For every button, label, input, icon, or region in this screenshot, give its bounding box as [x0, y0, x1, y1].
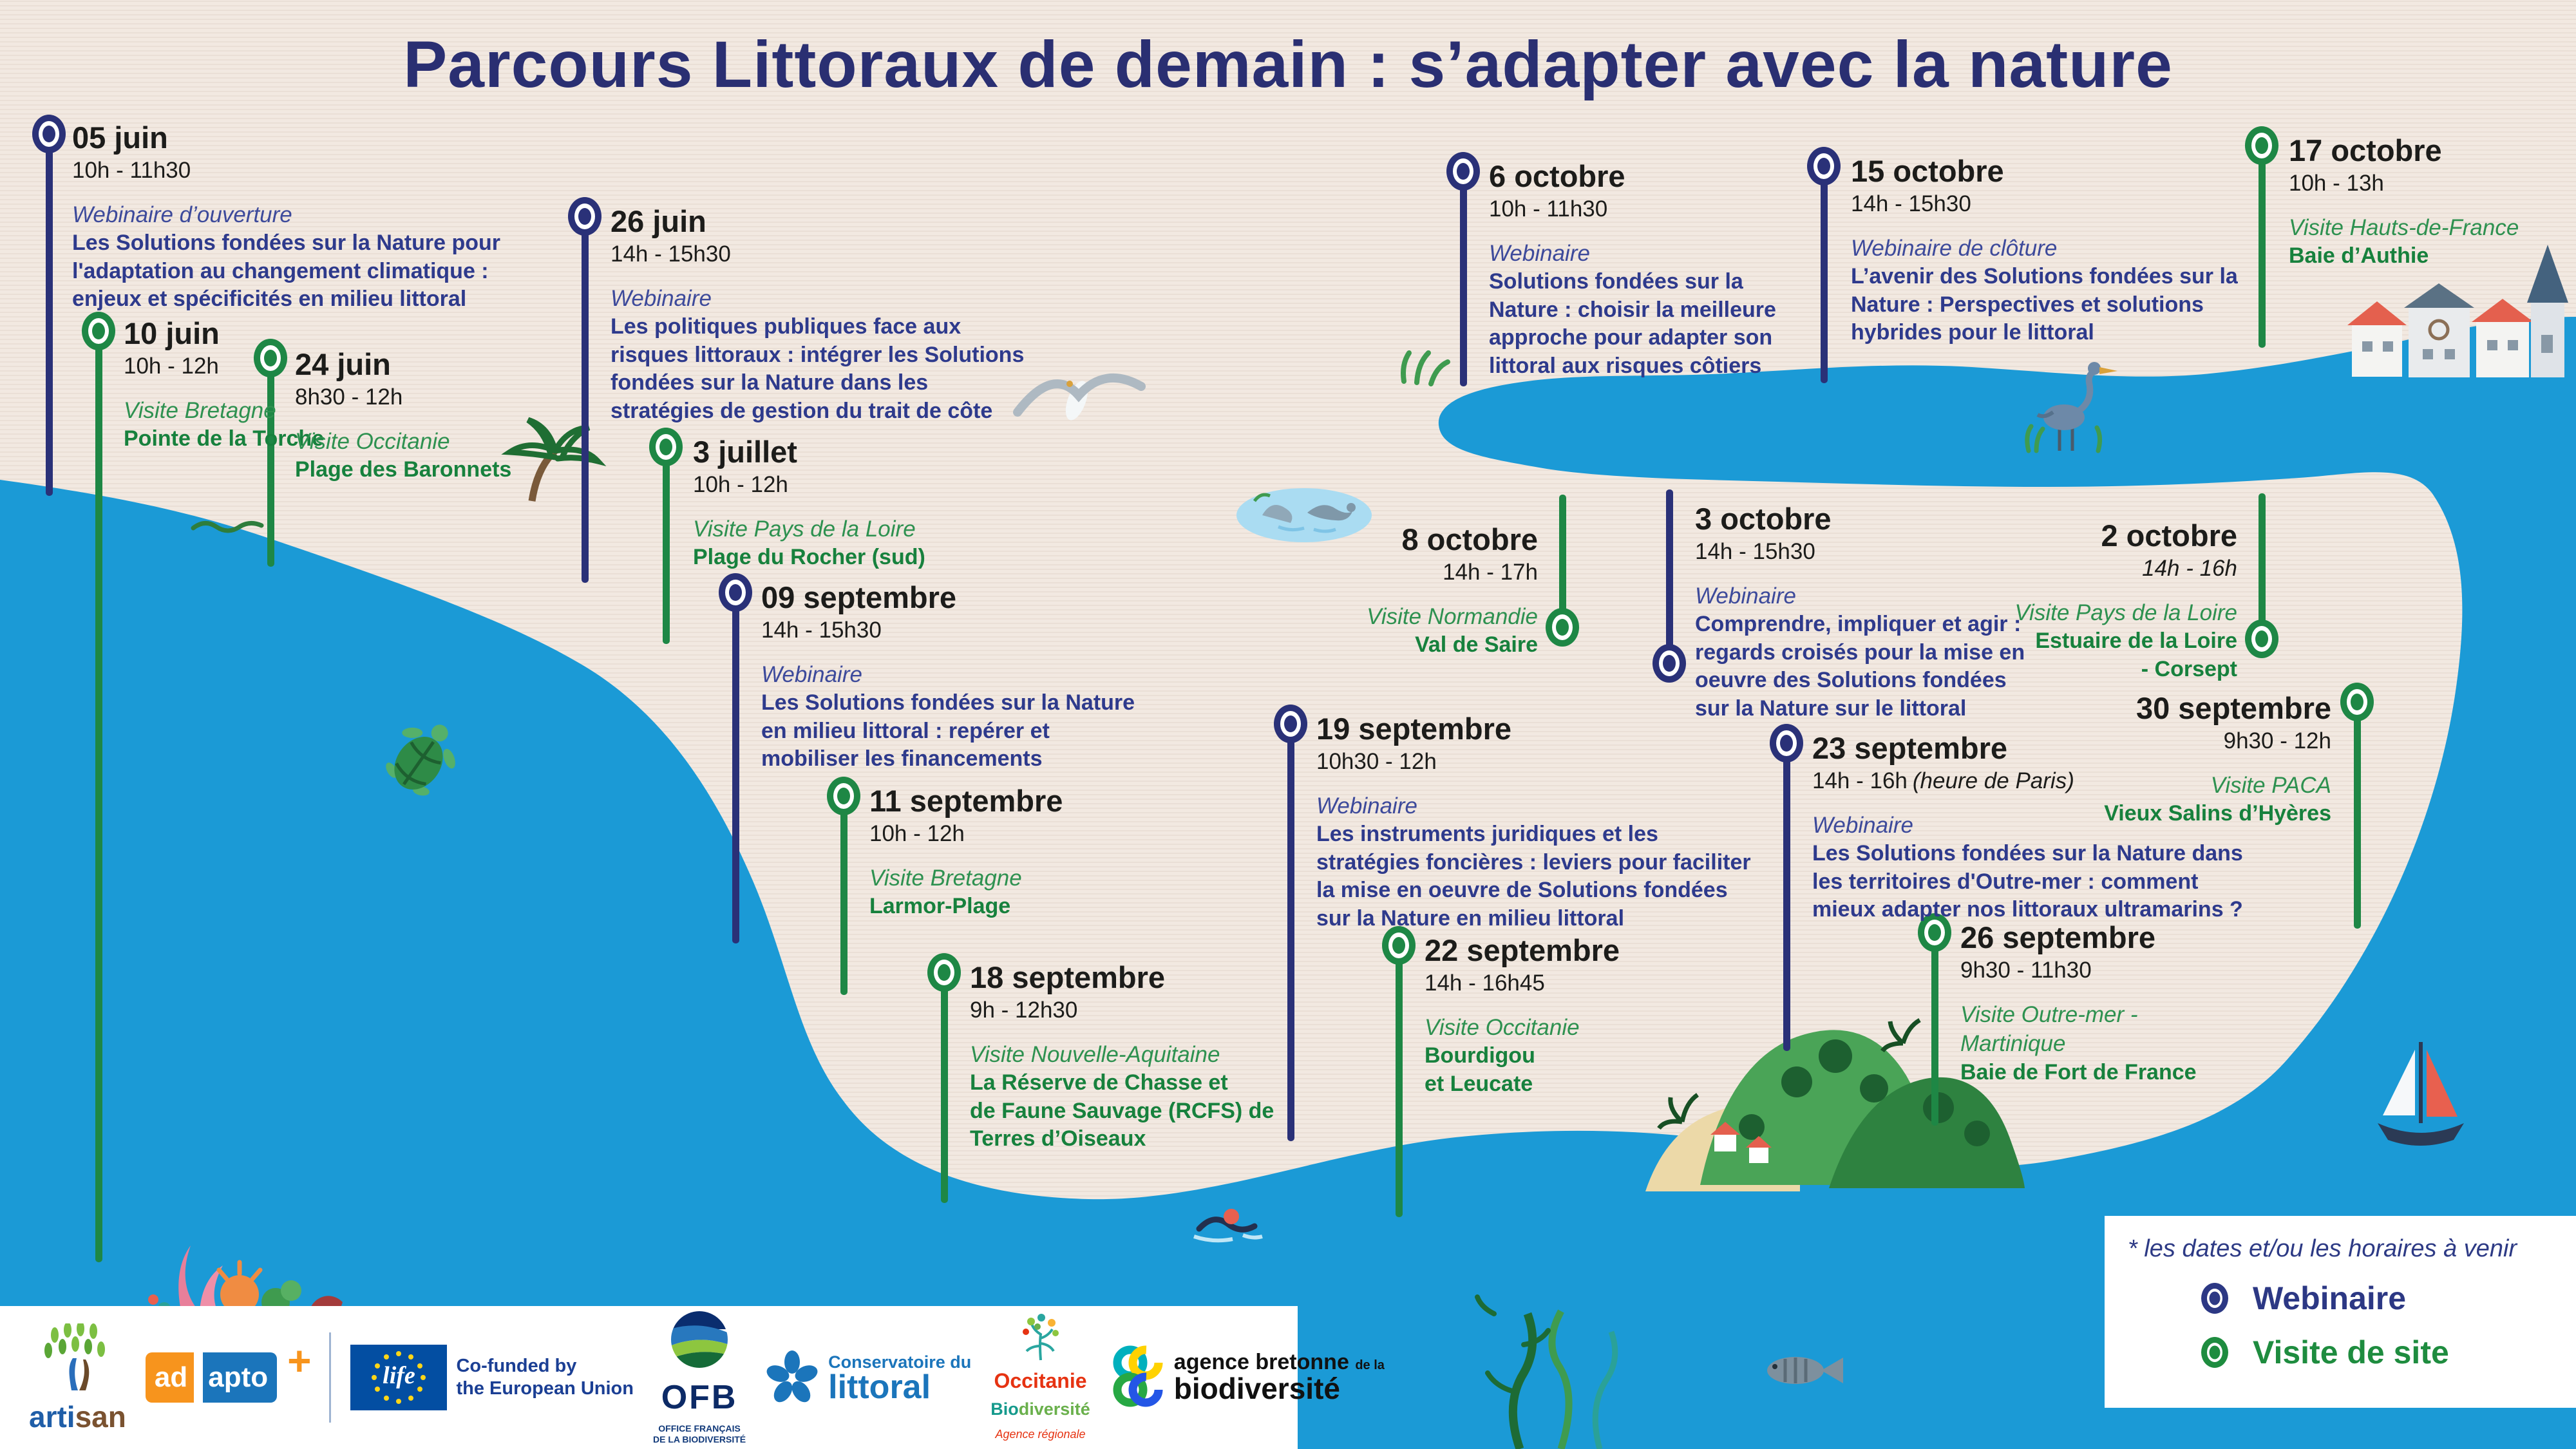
event-type: Visite Outre-mer - Martinique [1960, 1001, 2138, 1057]
event-22-septembre [1425, 934, 1620, 1098]
life-wordmark: life [383, 1362, 415, 1389]
artisan-wordmark: artisan [29, 1400, 126, 1434]
event-title: Pointe de la Torche [124, 426, 325, 451]
event-time: 14h - 16h45 [1425, 970, 1545, 996]
legend-label: Visite de site [2253, 1334, 2449, 1370]
event-stem-6-octobre [1460, 171, 1467, 386]
occitanie-line3: Agence régionale [995, 1428, 1086, 1441]
seagull-icon [1018, 378, 1141, 423]
event-marker-23-septembre [1770, 724, 1803, 762]
event-time: 8h30 - 12h [295, 384, 403, 410]
legend-label: Webinaire [2253, 1280, 2407, 1316]
seaweed-icon [1403, 353, 1448, 384]
logo-occitanie [990, 1314, 1090, 1442]
event-time: 14h - 15h30 [1695, 538, 1815, 564]
event-date: 24 juin [295, 347, 391, 381]
event-time: 14h - 16h (heure de Paris) [1812, 768, 2074, 793]
event-marker-3-juillet [649, 428, 683, 466]
event-stem-23-septembre [1783, 743, 1790, 1051]
event-3-juillet [693, 435, 925, 572]
event-marker-3-octobre [1653, 644, 1686, 683]
event-stem-26-juin [582, 216, 589, 583]
event-10-juin [124, 317, 324, 453]
event-date: 10 juin [124, 316, 220, 350]
event-title: Les Solutions fondées sur la Nature pour l'adaptation au changement climatique : enjeux et spécificités en milieu littoral [72, 231, 500, 312]
event-19-septembre [1316, 712, 1751, 933]
webinaire-marker-icon [2201, 1283, 2228, 1314]
logo-conservatoire [765, 1350, 971, 1405]
event-26-septembre [1960, 921, 2197, 1086]
partner-logos [0, 1306, 1385, 1449]
event-type: Webinaire [611, 285, 712, 311]
event-date: 2 octobre [2101, 518, 2237, 553]
event-time: 9h30 - 12h [2223, 728, 2331, 753]
event-stem-22-septembre [1396, 945, 1403, 1217]
event-type: Webinaire [761, 661, 862, 687]
event-stem-18-septembre [941, 972, 948, 1203]
event-title: Baie d’Authie [2289, 243, 2429, 269]
logo-ofb [653, 1310, 746, 1446]
event-title: Les Solutions fondées sur la Nature dans les territoires d'Outre-mer : comment mieux adapter nos littoraux ultramarins ? [1812, 841, 2243, 922]
event-title: Plage du Rocher (sud) [693, 545, 925, 570]
event-stem-09-septembre [732, 592, 739, 943]
event-8-octobre [1367, 523, 1538, 659]
event-date: 3 juillet [693, 435, 797, 469]
eu-flag-icon [350, 1345, 447, 1410]
event-marker-10-juin [82, 312, 115, 350]
event-type: Webinaire d’ouverture [72, 202, 292, 227]
event-stem-30-septembre [2354, 702, 2361, 929]
event-stem-05-juin [46, 134, 53, 496]
event-time: 10h - 11h30 [1489, 196, 1608, 222]
event-marker-8-octobre [1546, 608, 1579, 647]
event-time: 10h - 13h [2289, 170, 2384, 196]
event-type: Visite Bretagne [869, 865, 1022, 891]
event-stem-15-octobre [1821, 166, 1828, 383]
artisan-tree-icon [35, 1323, 119, 1393]
event-date: 17 octobre [2289, 133, 2442, 167]
event-title: Les politiques publiques face aux risques littoraux : intégrer les Solutions fondées sur la Nature dans les stratégies de gestion du trait de côte [611, 314, 1025, 423]
event-marker-19-septembre [1274, 705, 1307, 743]
event-23-septembre [1812, 732, 2243, 924]
event-title: Baie de Fort de France [1960, 1059, 2197, 1084]
event-title: Plage des Baronnets [295, 457, 512, 482]
divider [329, 1332, 331, 1423]
event-date: 30 septembre [2136, 691, 2331, 725]
event-26-juin [611, 205, 1024, 425]
event-24-juin [295, 348, 511, 484]
eu-cofunded-text: Co-funded by the European Union [456, 1356, 634, 1399]
event-date: 09 septembre [761, 580, 957, 614]
event-time: 9h - 12h30 [970, 997, 1078, 1023]
event-type: Webinaire [1812, 812, 1913, 838]
event-marker-17-octobre [2245, 126, 2278, 165]
event-time: 14h - 17h [1443, 559, 1538, 585]
event-type: Visite Hauts-de-France [2289, 214, 2519, 240]
event-type: Visite Occitanie [1425, 1014, 1580, 1040]
event-title: L’avenir des Solutions fondées sur la Nature : Perspectives et solutions hybrides pour le littoral [1851, 264, 2238, 345]
visite-marker-icon [2201, 1337, 2228, 1368]
event-title: Solutions fondées sur la Nature : choisir la meilleure approche pour adapter son littoral aux risques côtiers [1489, 269, 1776, 378]
event-time: 14h - 15h30 [1851, 191, 1971, 216]
event-time: 14h - 15h30 [761, 617, 882, 643]
event-date: 22 septembre [1425, 933, 1620, 967]
abb-loops-icon [1110, 1342, 1165, 1413]
event-marker-2-octobre [2245, 620, 2278, 658]
legend-note: * les dates et/ou les horaires à venir [2128, 1235, 2517, 1262]
abb-line2: biodiversité [1173, 1371, 1340, 1405]
event-type: Webinaire de clôture [1851, 235, 2058, 261]
legend-item-webinaire [2201, 1280, 2576, 1317]
event-stem-10-juin [95, 331, 102, 1262]
event-marker-11-septembre [827, 777, 860, 815]
event-stem-11-septembre [840, 796, 848, 995]
event-date: 26 juin [611, 204, 706, 238]
event-11-septembre [869, 784, 1063, 921]
event-date: 3 octobre [1695, 502, 1832, 536]
event-17-octobre [2289, 134, 2519, 270]
ofb-globe-icon [670, 1310, 729, 1369]
legend [2105, 1216, 2576, 1408]
event-title: Larmor-Plage [869, 894, 1011, 919]
event-title: La Réserve de Chasse et de Faune Sauvage (RCFS) de Terres d’Oiseaux [970, 1070, 1274, 1151]
event-date: 11 septembre [869, 784, 1063, 818]
conservatoire-flower-icon [765, 1350, 819, 1405]
event-6-octobre [1489, 160, 1776, 380]
event-marker-09-septembre [719, 573, 752, 612]
event-18-septembre [970, 961, 1274, 1153]
abb-line1: agence bretonne de la [1173, 1349, 1385, 1374]
event-time: 10h - 12h [124, 353, 219, 379]
event-time: 10h30 - 12h [1316, 748, 1437, 774]
event-title: Val de Saire [1415, 632, 1538, 658]
ofb-wordmark: OFB [661, 1378, 738, 1416]
event-date: 15 octobre [1851, 154, 2004, 188]
event-type: Visite Nouvelle-Aquitaine [970, 1041, 1220, 1067]
event-date: 19 septembre [1316, 712, 1512, 746]
page-title: Parcours Littoraux de demain : s’adapter avec la nature [403, 28, 2173, 101]
occitanie-line2: Biodiversité [990, 1399, 1090, 1419]
event-date: 26 septembre [1960, 920, 2156, 954]
event-title: Les Solutions fondées sur la Nature en milieu littoral : repérer et mobiliser les financements [761, 690, 1135, 772]
event-title: Bourdigou et Leucate [1425, 1043, 1535, 1096]
event-type: Visite PACA [2210, 772, 2331, 798]
conservatoire-line2: littoral [828, 1368, 931, 1406]
event-15-octobre [1851, 155, 2238, 347]
event-marker-26-juin [568, 197, 601, 236]
event-date: 23 septembre [1812, 731, 2008, 765]
event-marker-18-septembre [927, 953, 961, 992]
event-type: Webinaire [1489, 240, 1590, 266]
event-time: 10h - 11h30 [72, 157, 191, 183]
event-stem-3-juillet [663, 447, 670, 644]
event-type: Visite Pays de la Loire [693, 516, 916, 542]
event-type: Visite Bretagne [124, 397, 276, 423]
event-type: Webinaire [1695, 583, 1796, 609]
event-time: 10h - 12h [869, 820, 965, 846]
event-date: 18 septembre [970, 960, 1166, 994]
event-title: Vieux Salins d’Hyères [2104, 801, 2331, 826]
event-time: 10h - 12h [693, 471, 788, 497]
event-05-juin [72, 121, 500, 314]
event-time: 14h - 15h30 [611, 241, 731, 267]
event-title: Estuaire de la Loire - Corsept [2035, 629, 2237, 681]
event-marker-6-octobre [1446, 152, 1480, 191]
event-stem-2-octobre [2259, 493, 2266, 639]
event-type: Visite Occitanie [295, 428, 450, 454]
event-marker-15-octobre [1807, 147, 1841, 185]
logo-agence-bretonne [1110, 1342, 1385, 1413]
event-title: Les instruments juridiques et les stratégies foncières : leviers pour faciliter la mise en oeuvre de Solutions fondées sur la Nature en milieu littoral [1316, 822, 1751, 931]
logo-artisan [29, 1323, 126, 1432]
event-type: Visite Pays de la Loire [2014, 600, 2237, 625]
event-stem-3-octobre [1666, 489, 1673, 663]
logo-eu-life [350, 1345, 634, 1410]
event-type: Webinaire [1316, 793, 1417, 819]
adapto-wordmark: ad [146, 1352, 194, 1403]
event-date: 8 octobre [1401, 522, 1538, 556]
event-09-septembre [761, 581, 1135, 773]
legend-item-visite [2201, 1334, 2576, 1371]
logo-adapto: ad apto + [146, 1352, 310, 1403]
seal-rocks-icon [1236, 488, 1372, 542]
event-2-octobre [2014, 519, 2237, 683]
event-stem-26-septembre [1931, 933, 1938, 1126]
event-type: Visite Normandie [1367, 603, 1538, 629]
ofb-subtitle: OFFICE FRANÇAIS DE LA BIODIVERSITÉ [652, 1423, 746, 1444]
conservatoire-line1: Conservatoire du [828, 1352, 972, 1372]
event-time: 9h30 - 11h30 [1960, 957, 2092, 983]
occitanie-tree-icon [1018, 1314, 1063, 1361]
event-stem-19-septembre [1287, 724, 1294, 1141]
event-3-octobre [1695, 502, 2025, 723]
event-stem-17-octobre [2259, 146, 2266, 348]
event-date: 05 juin [72, 120, 168, 155]
event-time: 14h - 16h [2142, 555, 2237, 581]
adapto-plus: + [287, 1338, 312, 1384]
occitanie-line1: Occitanie [994, 1368, 1087, 1392]
event-title: Comprendre, impliquer et agir : regards croisés pour la mise en oeuvre des Solutions fondées sur la Nature sur le littoral [1695, 612, 2025, 721]
event-marker-05-juin [32, 115, 66, 153]
event-marker-30-septembre [2340, 683, 2374, 721]
event-date: 6 octobre [1489, 159, 1625, 193]
